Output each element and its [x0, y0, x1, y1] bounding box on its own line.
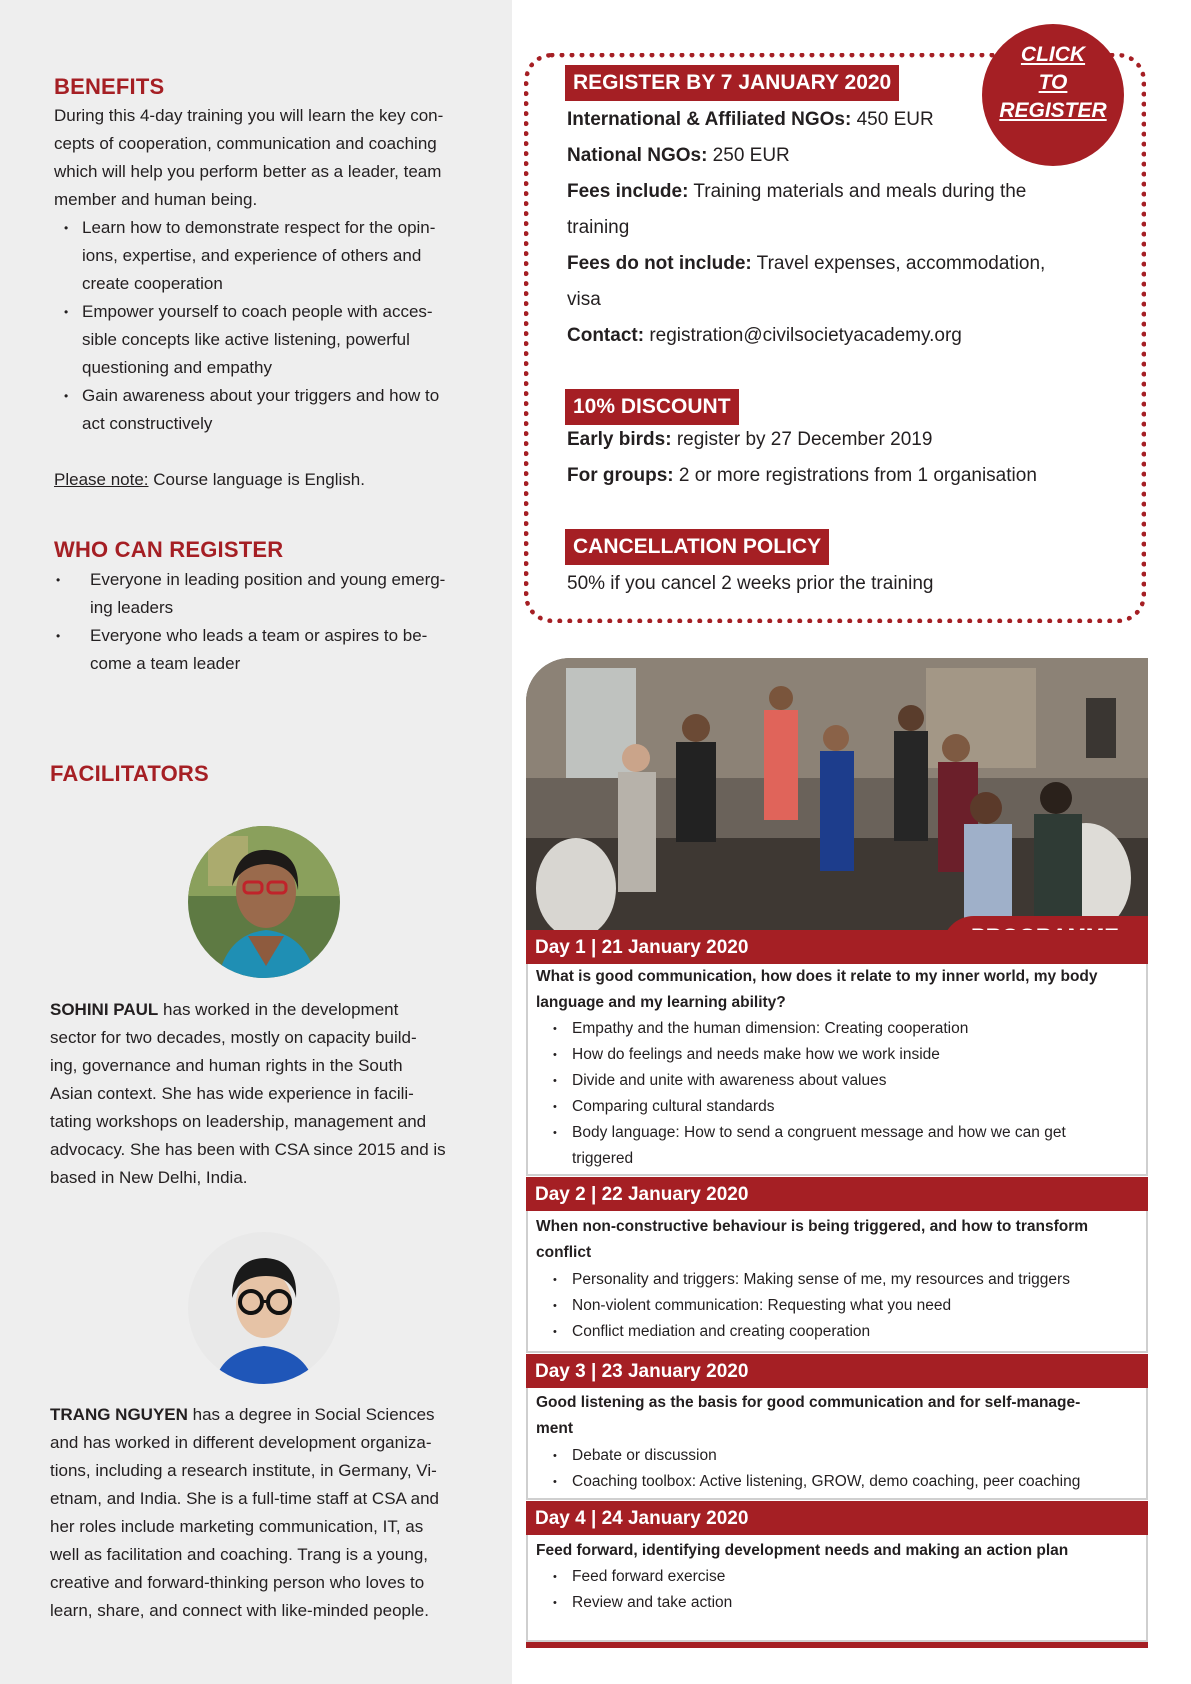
day-1-items — [536, 1016, 1136, 1172]
sohini-bio: SOHINI PAUL has worked in the development sector for two decades, mostly on capacity build- ing, governance and human rights in the South Asian context. She has wide experience in facili- tating workshops on leadership, management and advocacy. She has been with CSA since 2015 and is based in New Delhi, India. — [50, 1000, 446, 1187]
benefits-title: BENEFITS — [54, 74, 165, 99]
workshop-photo-image — [526, 658, 1148, 934]
list-item: • Feed forward exercise — [536, 1564, 1136, 1590]
fees-exclude-cont: visa — [567, 289, 601, 310]
list-item: • How do feelings and needs make how we work inside — [536, 1042, 1136, 1068]
contact-line: Contact: registration@civilsocietyacademy.org — [567, 325, 962, 346]
programme-bottom-rule — [526, 1642, 1148, 1648]
click-to-register-button[interactable]: CLICK TO REGISTER — [982, 24, 1124, 166]
list-item: • Everyone in leading position and young emerg- ing leaders — [54, 566, 504, 622]
list-item: • Divide and unite with awareness about values — [536, 1068, 1136, 1094]
cancellation-text: 50% if you cancel 2 weeks prior the training — [567, 573, 934, 594]
day-4-header: Day 4 | 24 January 2020 — [526, 1501, 1148, 1535]
language-note: Please note: Course language is English. — [54, 470, 365, 489]
list-item: • Empathy and the human dimension: Creating cooperation — [536, 1016, 1136, 1042]
day-4-items — [536, 1564, 1136, 1616]
list-item: • Conflict mediation and creating cooperation — [536, 1319, 1136, 1345]
list-item: • Personality and triggers: Making sense of me, my resources and triggers — [536, 1267, 1136, 1293]
list-item: • Gain awareness about your triggers and how to act constructively — [54, 382, 504, 438]
day-3-question: Good listening as the basis for good communication and for self-manage- ment — [536, 1394, 1081, 1437]
benefits-list — [54, 214, 504, 438]
day-2-items — [536, 1267, 1136, 1345]
day-2-question: When non-constructive behaviour is being triggered, and how to transform conflict — [536, 1218, 1089, 1261]
discount-groups: For groups: 2 or more registrations from 1 organisation — [567, 465, 1037, 486]
day-1-question: What is good communication, how does it relate to my inner world, my body language and my learning ability? — [536, 968, 1098, 1011]
day-2-header: Day 2 | 22 January 2020 — [526, 1177, 1148, 1211]
benefits-intro: During this 4-day training you will learn the key con- cepts of cooperation, communication and coaching which will help you perform better as a leader, team member and human being. — [54, 106, 444, 209]
list-item: • Empower yourself to coach people with acces- sible concepts like active listening, powerful questioning and empathy — [54, 298, 504, 382]
fees-include-cont: training — [567, 217, 630, 238]
list-item: • Review and take action — [536, 1590, 1136, 1616]
trang-photo — [188, 1232, 340, 1384]
list-item: • Coaching toolbox: Active listening, GROW, demo coaching, peer coaching — [536, 1469, 1136, 1495]
discount-early-birds: Early birds: register by 27 December 2019 — [567, 429, 933, 450]
list-item: • Comparing cultural standards — [536, 1094, 1136, 1120]
who-list — [54, 566, 504, 678]
list-item: • Non-violent communication: Requesting what you need — [536, 1293, 1136, 1319]
facilitators-title: FACILITATORS — [50, 761, 209, 786]
list-item: • Body language: How to send a congruent message and how we can get triggered — [536, 1120, 1136, 1172]
register-deadline-label: REGISTER BY 7 JANUARY 2020 — [565, 65, 899, 101]
list-item: • Learn how to demonstrate respect for the opin- ions, expertise, and experience of others and create cooperation — [54, 214, 504, 298]
discount-label: 10% DISCOUNT — [565, 389, 739, 425]
fees-include: Fees include: Training materials and meals during the — [567, 181, 1027, 202]
avatar — [188, 826, 340, 978]
fee-national: National NGOs: 250 EUR — [567, 145, 790, 166]
day-4-question: Feed forward, identifying development needs and making an action plan — [536, 1542, 1069, 1559]
list-item: • Debate or discussion — [536, 1443, 1136, 1469]
fees-exclude: Fees do not include: Travel expenses, accommodation, — [567, 253, 1046, 274]
trang-bio: TRANG NGUYEN has a degree in Social Sciences and has worked in different development organiza- tions, including a research institute, in Germany, Vi- etnam, and India. She is a full-time staff at CSA and her roles include marketing communication, IT, as well as facilitation and coaching. Trang is a young, creative and forward-thinking person who loves to learn, share, and connect with like-minded people. — [50, 1405, 440, 1620]
day-3-header: Day 3 | 23 January 2020 — [526, 1354, 1148, 1388]
fee-international: International & Affiliated NGOs: 450 EUR — [567, 109, 934, 130]
workshop-photo — [526, 658, 1148, 934]
who-title: WHO CAN REGISTER — [54, 537, 284, 562]
day-3-items — [536, 1443, 1136, 1495]
cancellation-label: CANCELLATION POLICY — [565, 529, 829, 565]
avatar — [188, 1232, 340, 1384]
sohini-photo — [188, 826, 340, 978]
day-1-header: Day 1 | 21 January 2020 — [526, 930, 1148, 964]
list-item: • Everyone who leads a team or aspires to be- come a team leader — [54, 622, 504, 678]
contact-email-link[interactable]: registration@civilsocietyacademy.org — [644, 325, 962, 346]
